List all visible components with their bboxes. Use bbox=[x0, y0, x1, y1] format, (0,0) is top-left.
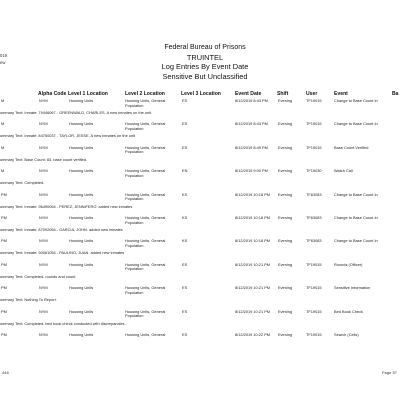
summary-text: ummary Text: Inmate: 87092054 - GARCIA, JOHN. added new inmates bbox=[0, 227, 123, 232]
cell-user: TF19030 bbox=[306, 168, 322, 174]
cell-user: TF63083 bbox=[306, 215, 322, 220]
summary-text: ummary Text: Base Count: 83. base count verified. bbox=[0, 156, 88, 162]
table-row bbox=[0, 286, 400, 310]
table-row bbox=[0, 146, 400, 170]
summary-text: ummary Text: Nothing To Report. bbox=[0, 297, 57, 303]
cell-level-3-location: ES bbox=[182, 98, 188, 103]
cell-time: PM bbox=[1, 191, 7, 197]
cell-shift: Evening bbox=[278, 308, 293, 314]
cell-level-2-location: Housing Units, General Population bbox=[125, 191, 166, 202]
cell-level-3-location: ES bbox=[182, 285, 188, 291]
summary-text: ummary Text: Completed. bed book check conducted with discrepancies. bbox=[0, 320, 126, 326]
cell-time: M bbox=[1, 144, 5, 150]
cell-event-date: 8/12/2019 8:49 PM bbox=[235, 144, 268, 150]
cell-event-date: 8/12/2019 10:18 PM bbox=[235, 191, 271, 197]
cell-time: PM bbox=[1, 215, 7, 220]
cell-alpha-code: NYM bbox=[39, 144, 48, 150]
column-header-truncated: Ba bbox=[392, 91, 399, 97]
cell-time: PM bbox=[1, 238, 7, 244]
cell-alpha-code: NYM bbox=[39, 285, 48, 291]
cell-event: Change to Base Count In bbox=[334, 121, 378, 127]
cell-time: PM bbox=[1, 261, 7, 267]
cell-user: TF63083 bbox=[306, 238, 322, 244]
corner-view-fragment: ew bbox=[0, 60, 6, 65]
classification-label: Sensitive But Unclassified bbox=[162, 71, 248, 81]
cell-level-3-location: KS bbox=[182, 215, 188, 220]
cell-user: TF19015 bbox=[306, 308, 322, 314]
cell-level-2-location: Housing Units, General Population bbox=[125, 238, 166, 248]
cell-alpha-code: NYM bbox=[39, 215, 48, 220]
cell-alpha-code: NYM bbox=[39, 168, 48, 174]
corner-date-fragment: 019 bbox=[0, 53, 7, 58]
table-row bbox=[0, 263, 400, 287]
cell-event: Search (Cells) bbox=[334, 332, 359, 337]
cell-level-3-location: ES bbox=[182, 144, 188, 150]
cell-shift: Evening bbox=[278, 238, 293, 244]
cell-level-2-location: Housing Units, General Population bbox=[125, 144, 166, 155]
cell-level-1-location: Housing Units bbox=[69, 98, 94, 103]
cell-time: PM bbox=[1, 285, 7, 291]
cell-time: M bbox=[1, 98, 5, 103]
summary-text: ummary Text: Inmate: 96490054 - PEREZ, JENNIFERO. added new inmates bbox=[0, 203, 133, 209]
cell-level-1-location: Housing Units bbox=[69, 308, 94, 314]
cell-level-2-location: Housing Units, General Population bbox=[125, 285, 166, 295]
cell-level-2-location: Housing Units, General Population bbox=[125, 168, 166, 178]
cell-shift: Evening bbox=[278, 261, 293, 267]
cell-user: TF19015 bbox=[306, 261, 322, 267]
summary-text: ummary Text: Inmate: 90081054 - PAULINO, JUAN. added new inmates bbox=[0, 250, 125, 256]
cell-shift: Evening bbox=[278, 191, 293, 197]
column-header-alpha-code: Alpha Code bbox=[38, 91, 67, 97]
table-row bbox=[0, 193, 400, 217]
cell-event-date: 8/12/2019 9:00 PM bbox=[235, 168, 268, 174]
cell-alpha-code: NYM bbox=[39, 191, 48, 197]
cell-event: Rounds (Officer) bbox=[334, 261, 363, 267]
table-row bbox=[0, 310, 400, 334]
cell-level-3-location: KS bbox=[182, 191, 188, 197]
cell-time: PM bbox=[1, 332, 7, 337]
cell-level-1-location: Housing Units bbox=[69, 332, 94, 337]
cell-alpha-code: NYM bbox=[39, 238, 48, 244]
column-header-level-2-location: Level 2 Location bbox=[125, 91, 165, 97]
cell-level-3-location: ES bbox=[182, 308, 188, 314]
cell-event: Change to Base Count In bbox=[334, 238, 378, 244]
cell-level-2-location: Housing Units, General Population bbox=[125, 261, 166, 272]
cell-user: TF19015 bbox=[306, 121, 322, 127]
table-row bbox=[0, 122, 400, 146]
summary-text: ummary Text: Inmate: 79446067 - GREENWALD, CHARLES. A new inmates on the unit bbox=[0, 110, 152, 115]
cell-event-date: 8/12/2019 10:22 PM bbox=[235, 332, 271, 337]
cell-level-3-location: ES bbox=[182, 121, 188, 127]
cell-shift: Evening bbox=[278, 98, 293, 103]
system-name: TRUINTEL bbox=[186, 52, 224, 62]
cell-level-3-location: ES bbox=[182, 261, 188, 267]
table-row bbox=[0, 239, 400, 263]
cell-event-date: 8/12/2019 8:43 PM bbox=[235, 98, 268, 103]
cell-level-1-location: Housing Units bbox=[69, 238, 94, 244]
cell-event: Change to Base Count In bbox=[334, 215, 378, 220]
cell-level-2-location: Housing Units, General Population bbox=[125, 215, 166, 225]
cell-level-2-location: Housing Units, General bbox=[125, 332, 166, 337]
cell-level-1-location: Housing Units bbox=[69, 285, 94, 291]
table-row bbox=[0, 169, 400, 193]
cell-alpha-code: NYM bbox=[39, 308, 48, 314]
cell-event-date: 8/12/2019 10:21 PM bbox=[235, 261, 271, 267]
cell-event: Change to Base Count In bbox=[334, 191, 378, 197]
cell-level-1-location: Housing Units bbox=[69, 168, 94, 174]
cell-time: M bbox=[1, 121, 5, 127]
report-title: Log Entries By Event Date bbox=[161, 62, 249, 72]
cell-alpha-code: NYM bbox=[39, 332, 48, 337]
cell-alpha-code: NYM bbox=[39, 261, 48, 267]
cell-shift: Evening bbox=[278, 332, 293, 337]
cell-shift: Evening bbox=[278, 215, 293, 220]
cell-alpha-code: NYM bbox=[39, 121, 48, 127]
table-row bbox=[0, 216, 400, 240]
cell-level-2-location: Housing Units, General Population bbox=[125, 98, 166, 108]
cell-level-1-location: Housing Units bbox=[69, 215, 94, 220]
cell-level-2-location: Housing Units, General Population bbox=[125, 308, 166, 319]
cell-event: Sensitive Information bbox=[334, 285, 371, 291]
cell-user: TF19015 bbox=[306, 285, 322, 291]
cell-user: TF19015 bbox=[306, 144, 322, 150]
cell-shift: Evening bbox=[278, 121, 293, 127]
column-header-shift: Shift bbox=[277, 91, 289, 97]
cell-user: TF63083 bbox=[306, 191, 322, 197]
cell-event: Base Count Verified bbox=[334, 144, 369, 150]
cell-event: Bed Book Check bbox=[334, 308, 363, 314]
cell-level-1-location: Housing Units bbox=[69, 191, 94, 197]
cell-shift: Evening bbox=[278, 168, 293, 174]
column-header-level-3-location: Level 3 Location bbox=[181, 91, 221, 97]
table-row bbox=[0, 99, 400, 123]
cell-level-1-location: Housing Units bbox=[69, 261, 94, 267]
cell-level-3-location: ES bbox=[182, 332, 188, 337]
cell-level-3-location: EN bbox=[182, 168, 188, 174]
cell-event: Change to Base Count In bbox=[334, 98, 378, 103]
cell-level-1-location: Housing Units bbox=[69, 121, 94, 127]
cell-shift: Evening bbox=[278, 285, 293, 291]
cell-level-1-location: Housing Units bbox=[69, 144, 94, 150]
cell-time: PM bbox=[1, 308, 7, 314]
cell-alpha-code: NYM bbox=[39, 98, 48, 103]
footer-page-number: Page 57 bbox=[382, 370, 397, 375]
cell-level-3-location: KS bbox=[182, 238, 188, 244]
footer-left-number: 448 bbox=[2, 370, 9, 375]
column-header-level-1-location: Level 1 Location bbox=[68, 91, 108, 97]
cell-event-date: 8/12/2019 10:21 PM bbox=[235, 308, 271, 314]
cell-time: M bbox=[1, 168, 5, 174]
cell-shift: Evening bbox=[278, 144, 293, 150]
summary-text: ummary Text: Completed. rounds and count bbox=[0, 273, 76, 279]
column-header-user: User bbox=[306, 91, 318, 97]
column-header-event-date: Event Date bbox=[235, 91, 262, 97]
cell-event-date: 8/12/2019 8:43 PM bbox=[235, 121, 268, 127]
report-header bbox=[120, 43, 290, 81]
summary-text: ummary Text: Inmate: 84750037 - TAYLOR, JESSE. A new inmates on the unit bbox=[0, 133, 136, 139]
cell-event-date: 8/12/2019 10:18 PM bbox=[235, 238, 271, 244]
cell-level-2-location: Housing Units, General Population bbox=[125, 121, 166, 131]
column-header-event: Event bbox=[334, 91, 348, 97]
cell-user: TF19015 bbox=[306, 332, 322, 337]
cell-event: Watch Call bbox=[334, 168, 353, 174]
summary-text: ummary Text: Completed. bbox=[0, 180, 45, 186]
agency-title: Federal Bureau of Prisons bbox=[164, 44, 246, 51]
cell-event-date: 8/12/2019 10:18 PM bbox=[235, 215, 271, 220]
table-row bbox=[0, 333, 400, 357]
cell-event-date: 8/12/2019 10:21 PM bbox=[235, 285, 271, 291]
cell-user: TF19015 bbox=[306, 98, 322, 103]
